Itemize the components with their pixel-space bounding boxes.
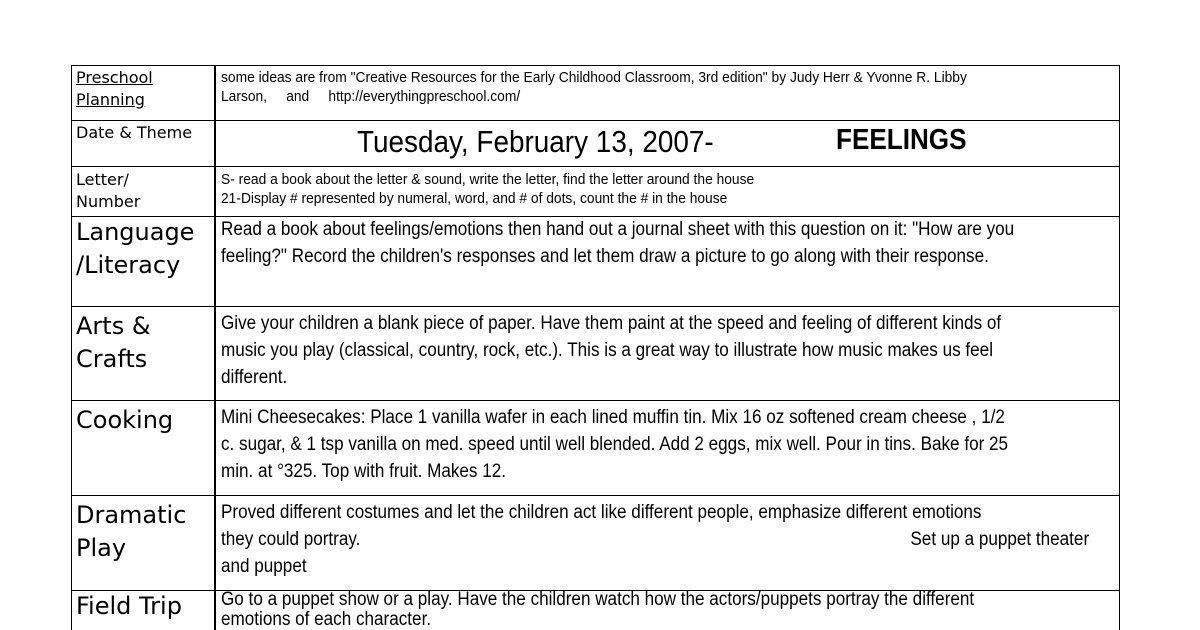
language-content [221,216,1014,270]
label-line: Preschool [76,68,153,87]
content-line: different. [221,367,288,388]
content-line: Go to a puppet show or a play. Have the children watch how the actors/puppets portray the different [221,589,975,610]
content-line: emotions of each character. [221,609,432,630]
label-line: Cooking [76,406,174,434]
label-line: /Literacy [76,251,181,279]
label-date-theme: Date & Theme [76,123,193,142]
content-line: 21-Display # represented by numeral, word, and # of dots, count the # in the house [221,190,728,207]
content-line: and puppet [221,556,307,577]
content-line: music you play (classical, country, rock, etc.). This is a great way to illustrate how music makes us feel [221,340,993,361]
content-line: Proved different costumes and let the children act like different people, emphasize different emotions [221,502,982,523]
content-line: c. sugar, & 1 tsp vanilla on med. speed until well blended. Add 2 eggs, mix well. Pour in tins. Bake for 25 [221,434,1009,455]
content-line: feeling?" Record the children's responses and let them draw a picture to go along with their response. [221,246,989,267]
label-dramatic-play [76,499,186,565]
content-line: min. at °325. Top with fruit. Makes 12. [221,461,507,482]
arts-content [221,310,1001,391]
label-line: Play [76,534,127,562]
content-line: Larson, and http://everythingpreschool.com/ [221,88,521,105]
dramatic-content [221,499,1090,580]
label-line: Number [76,192,141,211]
label-arts-crafts [76,310,151,376]
label-field-trip [76,590,182,623]
label-cooking [76,404,173,437]
letter-content [221,170,754,208]
label-language-literacy [76,216,194,282]
content-line: Give your children a blank piece of paper. Have them paint at the speed and feeling of different kinds of [221,313,1002,334]
theme-text: FEELINGS [836,124,967,156]
content-line: some ideas are from "Creative Resources for the Early Childhood Classroom, 3rd edition" by Judy Herr & Yvonne R. Libby [221,69,967,86]
label-line: Dramatic [76,501,187,529]
label-line: Planning [76,90,145,109]
content-line: they could portray. [221,529,361,550]
label-line: Crafts [76,345,148,373]
content-line: Set up a puppet theater [910,529,1090,550]
content-line: S- read a book about the letter & sound, write the letter, find the letter around the house [221,171,755,188]
date-text: Tuesday, February 13, 2007- [357,124,714,159]
content-line: Read a book about feelings/emotions then hand out a journal sheet with this question on it: "How are you [221,219,1015,240]
label-line: Field Trip [76,592,182,620]
field-trip-content [221,590,974,630]
content-line: Mini Cheesecakes: Place 1 vanilla wafer in each lined muffin tin. Mix 16 oz softened cream cheese , 1/2 [221,407,1005,428]
cooking-content [221,404,1008,485]
planning-content [221,68,967,106]
label-line: Letter/ [76,170,129,189]
label-preschool-planning [76,67,153,111]
content-line-split [221,526,1090,553]
label-line: Language [76,218,195,246]
label-letter-number [76,169,140,213]
label-line: Arts & [76,312,151,340]
